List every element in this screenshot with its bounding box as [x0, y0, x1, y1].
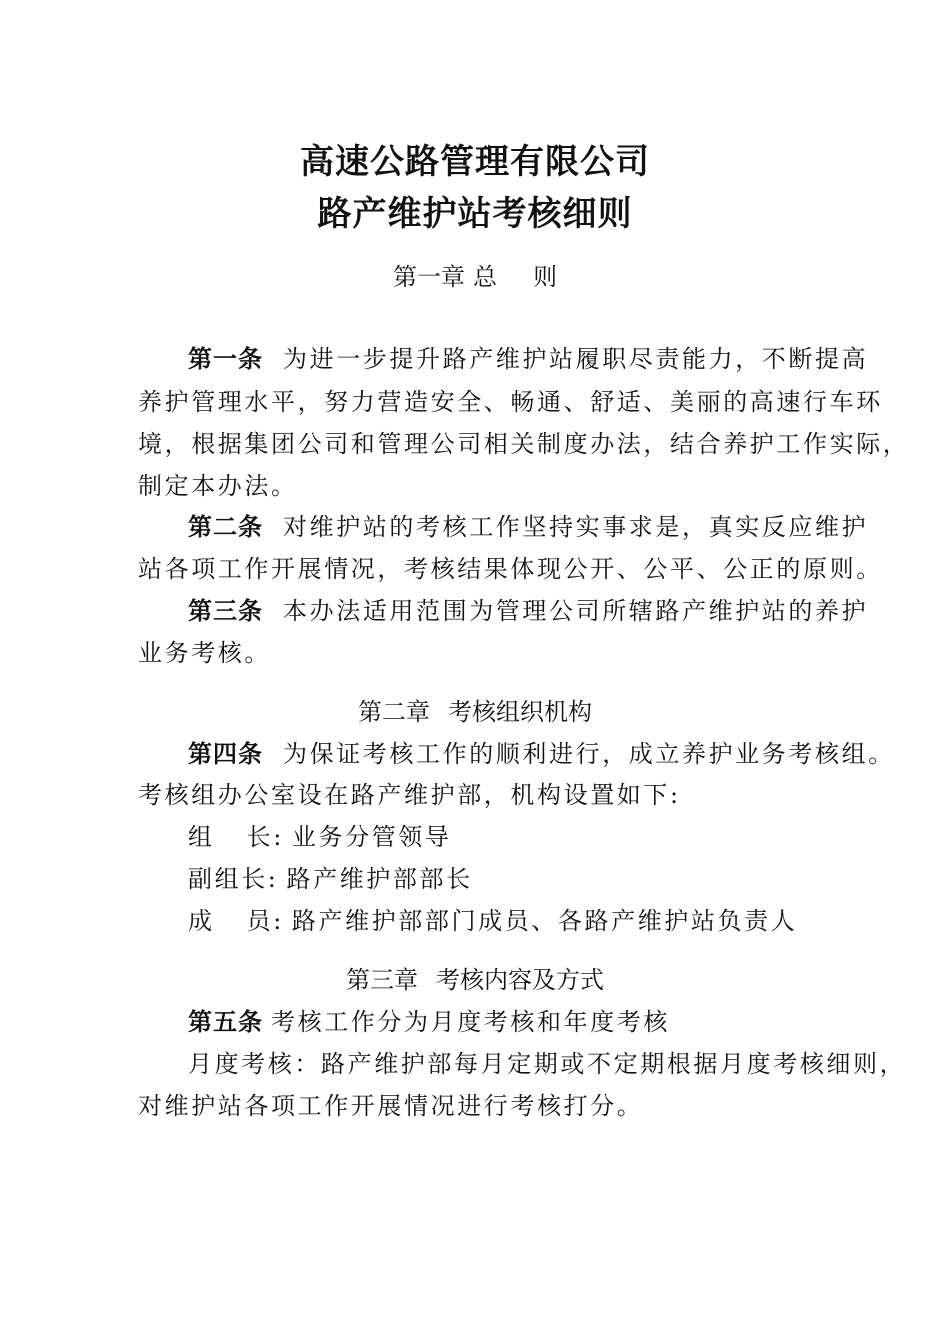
document-title-company: 高速公路管理有限公司: [300, 142, 650, 182]
article-5-first-line: [188, 1007, 928, 1037]
role-leader: [188, 822, 928, 852]
role-deputy-leader-name: 副组长:: [188, 865, 279, 893]
article-1-text-4: 制定本办法。: [138, 472, 298, 500]
chapter-3-title: 考核内容及方式: [436, 966, 604, 994]
document-title-rules: 路产维护站考核细则: [317, 194, 633, 234]
chapter-3-label: 第三章: [346, 966, 418, 994]
chapter-2-heading: [0, 697, 950, 727]
article-2-label: 第二条: [188, 513, 263, 541]
role-leader-name-b: 长:: [246, 823, 284, 851]
role-leader-name-a: 组: [188, 823, 215, 851]
article-4-text-1: 为保证考核工作的顺利进行，成立养护业务考核组。: [283, 740, 895, 768]
chapter-3-heading: [0, 965, 950, 995]
chapter-1-heading: [0, 262, 950, 292]
role-members-value: 路产维护部部门成员、各路产维护站负责人: [291, 907, 798, 935]
role-deputy-leader: [188, 864, 928, 894]
role-leader-value: 业务分管领导: [291, 823, 452, 851]
article-1-text-1: 为进一步提升路产维护站履职尽责能力，不断提高: [283, 345, 869, 373]
article-3-first-line: [188, 596, 928, 626]
chapter-1-title-b: 则: [533, 263, 557, 291]
article-5-text-1: 考核工作分为月度考核和年度考核: [271, 1008, 670, 1036]
article-2-first-line: [188, 512, 928, 542]
chapter-2-title: 考核组织机构: [448, 698, 592, 726]
chapter-2-label: 第二章: [358, 698, 430, 726]
monthly-assessment-text-2: 对维护站各项工作开展情况进行考核打分。: [138, 1092, 644, 1120]
role-deputy-leader-value: 路产维护部部长: [286, 865, 473, 893]
article-2-text-1: 对维护站的考核工作坚持实事求是，真实反应维护: [283, 513, 869, 541]
chapter-1-label: 第一章: [393, 263, 465, 291]
role-members-name-b: 员:: [246, 907, 284, 935]
article-1-text-3: 境，根据集团公司和管理公司相关制度办法，结合养护工作实际，: [138, 430, 910, 458]
article-1-label: 第一条: [188, 345, 263, 373]
article-4-text-2: 考核组办公室设在路产维护部，机构设置如下:: [138, 781, 681, 809]
article-4-first-line: [188, 739, 928, 769]
article-1-first-line: [188, 344, 928, 374]
article-3-text-1: 本办法适用范围为管理公司所辖路产维护站的养护: [283, 597, 869, 625]
article-1-text-2: 养护管理水平，努力营造安全、畅通、舒适、美丽的高速行车环: [138, 388, 883, 416]
monthly-assessment-text-1: 月度考核：路产维护部每月定期或不定期根据月度考核细则，: [188, 1050, 907, 1078]
article-4-label: 第四条: [188, 740, 263, 768]
role-members: [188, 906, 928, 936]
article-3-text-2: 业务考核。: [138, 639, 271, 667]
article-5-label: 第五条: [188, 1008, 263, 1036]
article-3-label: 第三条: [188, 597, 263, 625]
chapter-1-title-a: 总: [473, 263, 497, 291]
article-2-text-2: 站各项工作开展情况，考核结果体现公开、公平、公正的原则。: [138, 555, 883, 583]
role-members-name-a: 成: [188, 907, 215, 935]
